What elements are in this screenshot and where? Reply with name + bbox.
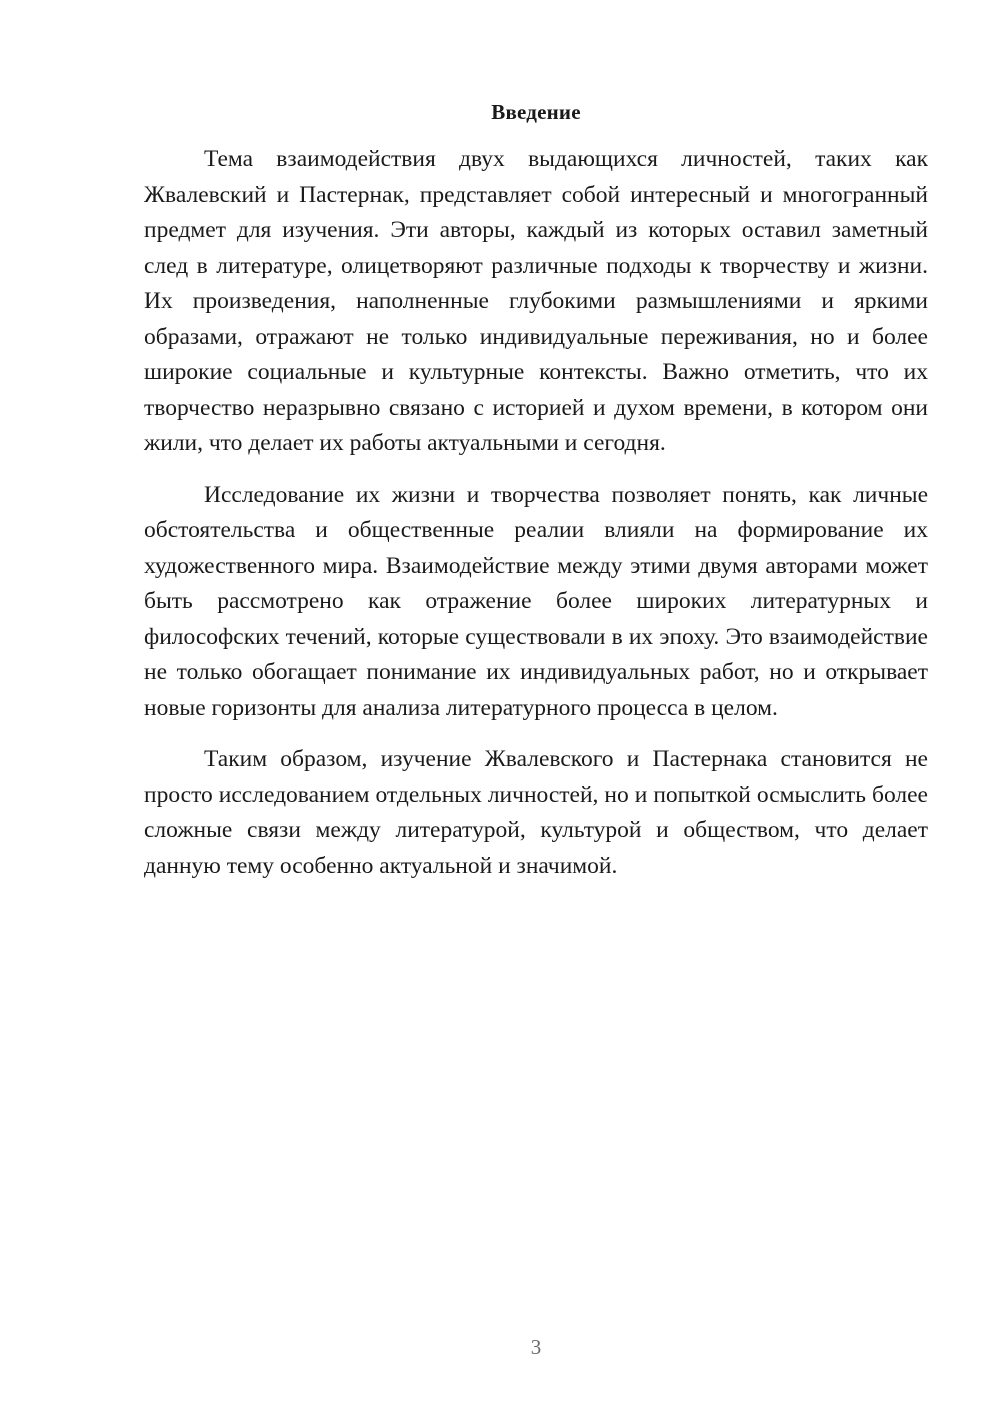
section-heading: Введение [491,100,581,124]
paragraph-2: Исследование их жизни и творчества позволяет понять, как личные обстоятельства и общественные реалии влияли на формирование их художественного мира. Взаимодействие между этими двумя авторами может быть рассмотрено как отражение более широких литературных и философских течений, которые существовали в их эпоху. Это взаимодействие не только обогащает понимание их индивидуальных работ, но и открывает новые горизонты для анализа литературного процесса в целом. [144,481,928,721]
body-text [144,142,928,884]
page-number: 3 [530,1335,542,1359]
paragraph-3: Таким образом, изучение Жвалевского и Пастернака становится не просто исследованием отдельных личностей, но и попыткой осмыслить более сложные связи между литературой, культурой и обществом, что делает данную тему особенно актуальной и значимой. [144,746,928,879]
paragraph-1: Тема взаимодействия двух выдающихся личностей, таких как Жвалевский и Пастернак, представляет собой интересный и многогранный предмет для изучения. Эти авторы, каждый из которых оставил заметный след в литературе, олицетворяют различные подходы к творчеству и жизни. Их произведения, наполненные глубокими размышлениями и яркими образами, отражают не только индивидуальные переживания, но и более широкие социальные и культурные контексты. Важно отметить, что их творчество неразрывно связано с историей и духом времени, в котором они жили, что делает их работы актуальными и сегодня. [144,146,928,456]
